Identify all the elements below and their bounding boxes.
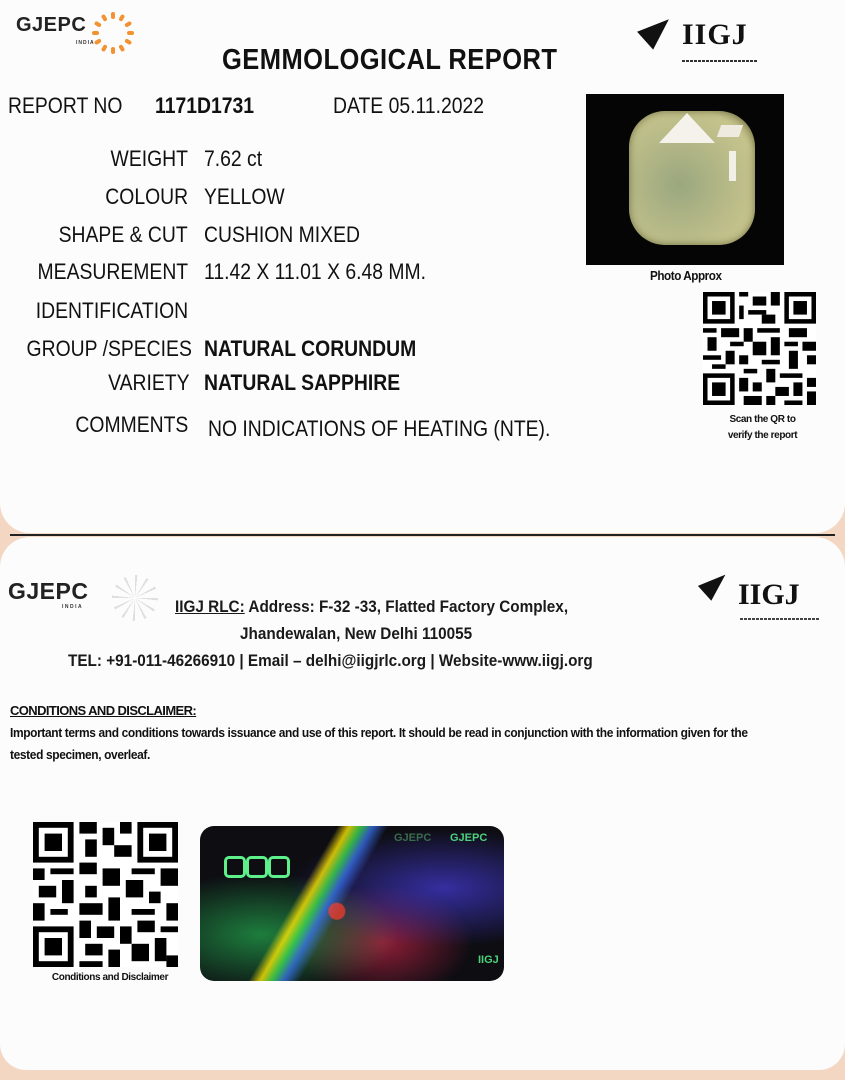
hologram-text: GJEPC [450,832,488,844]
iigj-logo-back: IIGJ [738,578,800,611]
conditions-qr-caption: Conditions and Disclaimer [51,972,169,983]
field-label: WEIGHT [110,146,188,171]
date-value: 05.11.2022 [388,93,485,118]
field-label: SHAPE & CUT [58,222,188,247]
iigj-dart-icon [637,10,677,49]
field-label: VARIETY [108,370,190,395]
field-label: COLOUR [105,184,188,209]
field-value: NATURAL SAPPHIRE [204,370,401,395]
security-hologram [200,826,504,981]
gjepc-sun-icon [112,575,158,621]
field-value: NO INDICATIONS OF HEATING (NTE). [208,416,551,441]
lab-address-text: Address: F-32 -33, Flatted Factory Complex, [244,597,569,616]
report-no-value: 1171D1731 [155,93,255,118]
report-no-label: REPORT NO [8,93,123,118]
conditions-qr-code[interactable] [33,822,178,967]
qr-caption-line: verify the report [727,430,798,441]
field-label: MEASUREMENT [37,259,188,284]
verify-qr-caption [700,412,825,444]
report-date [333,93,484,119]
photo-caption: Photo Approx [650,268,722,283]
field-label: IDENTIFICATION [35,298,188,323]
iigj-logo-tagline [740,618,820,620]
gjepc-logo [16,14,136,56]
gjepc-logo-text: GJEPC [16,14,87,36]
hologram-hex-icon [224,856,246,878]
lab-address-line1 [175,597,568,617]
field-value: CUSHION MIXED [204,222,360,247]
qr-caption-line: Scan the QR to [729,414,796,425]
gem-photo [586,94,784,265]
field-value: NATURAL CORUNDUM [204,336,417,361]
lab-address-line2: Jhandewalan, New Delhi 110055 [240,624,473,643]
hologram-text: IIGJ [478,954,499,966]
report-title: GEMMOLOGICAL REPORT [222,44,558,76]
card-divider [10,534,835,536]
gjepc-logo-back-subtext: INDIA [62,604,84,610]
gjepc-logo-back: GJEPC [8,578,89,604]
iigj-logo-tagline [682,60,758,62]
hologram-hex-icon [246,856,268,878]
date-label: DATE [333,93,384,118]
hologram-hex-icon [268,856,290,878]
verify-qr-code[interactable] [703,292,816,405]
lab-address-prefix: IIGJ RLC: [175,597,245,616]
iigj-logo: IIGJ [682,18,748,51]
hologram-text: GJEPC [394,832,432,844]
gjepc-sun-icon [90,10,136,56]
conditions-body: Important terms and conditions towards issuance and use of this report. It should be read in conjunction with the information given for the tested specimen, overleaf. [10,725,748,762]
conditions-title: CONDITIONS AND DISCLAIMER: [10,703,197,718]
lab-contact-line: TEL: +91-011-46266910 | Email – delhi@iigjrlc.org | Website-www.iigj.org [68,651,593,670]
field-value: 7.62 ct [204,146,263,171]
report-front-card [0,0,845,533]
field-value: 11.42 X 11.01 X 6.48 MM. [204,259,427,284]
gem-image [629,111,755,245]
gjepc-logo-subtext: INDIA [76,40,95,46]
field-value: YELLOW [204,184,285,209]
field-label: GROUP /SPECIES [26,336,192,361]
field-label: COMMENTS [75,412,188,437]
